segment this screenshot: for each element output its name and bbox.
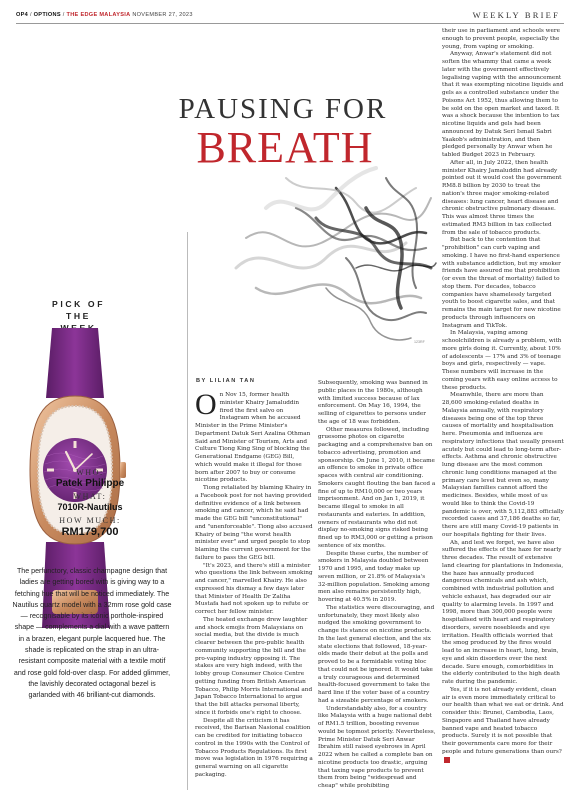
- column-divider: [187, 232, 188, 790]
- page-folio: OP4 / OPTIONS / THE EDGE MALAYSIA NOVEMBER 27, 2023: [16, 12, 193, 18]
- what-value: 7010R-Nautilus: [57, 502, 123, 512]
- paragraph: The heated exchange drew laughter and shock emojis from Malaysians on social media, but the divide is much clearer between the pro-public health community supporting the bill and the pro-vaping industry opposing it. The stakes are very high indeed, with the lobby group Consumer Choice Centre getting funding from British American Tobacco, Philip Morris International and Japan Tobacco International to argue that the bill attacks personal liberty, since it forbids one's right to choose.: [195, 616, 313, 716]
- paragraph: Subsequently, smoking was banned in public places in the 1980s, although with limited success because of lax enforcement. On May 16, 1994, the selling of cigarettes to persons under the age of 18 was forbidden.: [318, 380, 428, 425]
- paragraph: Anyway, Anwar's statement did not soften the whammy that came a week later with the government effectively legalising vaping with the announcement that it was exempting nicotine liquids and gels as a controlled substance under the Poisons Act 1952, thus allowing them to be sold on the open market and taxed. It was a shock because the intention to tax nicotine liquids and gels had been announced by Datuk Seri Ismail Sabri Yaakob's administration, and then pledged personally by Anwar when he tabled Budget 2023 in February.: [442, 51, 564, 158]
- end-mark-icon: [444, 757, 450, 763]
- pick-line-2: THE: [66, 311, 92, 321]
- article-title-line-1: PAUSING FOR: [178, 93, 388, 125]
- paragraph: The statistics were discouraging, and unfortunately, they most likely also nudged the smoking government to change its stance on nicotine products. In the last general election, and the six state elections that followed, 18-year-olds made their debut at the polls and proved to be a formidable voting bloc that could not be ignored. It would take a truly courageous and determined health-focused government to take the hard line if the voter base of a country had a sizeable percentage of smokers.: [318, 604, 435, 704]
- article-column-3: [442, 28, 564, 765]
- article-column-1: [195, 388, 313, 780]
- paragraph: But back to the contention that "prohibition" can curb vaping and smoking. I have no first-hand experience with substance addiction, but my smoker friends have assured me that prohibition (or even the threat of mortality) failed to stop them. For decades, tobacco companies have shamelessly targeted youth to boost cigarette sales, and that remains the main target for new nicotine products through influencers on Instagram and TikTok.: [442, 237, 561, 329]
- paragraph: Meanwhile, there are more than 28,600 smoking-related deaths in Malaysia annually, with respiratory diseases being one of the top three causes of mortality and hospitalisation here. Pneumonia and influenza are respiratory infections that usually present acutely but could lead to long-term after-effects. Asthma and chronic obstructive lung disease are the most common chronic lung conditions managed at the primary care level but even so, many Malaysian families cannot afford the medicines. Besides, while most of us would like to think the Covid-19 pandemic is over, with 5,112,883 officially recorded cases and 37,186 deaths so far, there are still many Covid-19 patients in our hospitals fighting for their lives.: [442, 392, 564, 538]
- final-paragraph: [442, 687, 564, 765]
- paragraph: After all, in July 2022, then health minister Khairy Jamaluddin had already pointed out it would cost the government RM8.8 billion by 2030 to treat the nation's three major smoking-related diseases: lung cancer, heart disease and chronic obstructive pulmonary disease. This was almost three times the estimated RM3 billion in tax collected from the sale of tobacco products.: [442, 159, 562, 236]
- pick-line-1: PICK OF: [52, 299, 106, 309]
- smoke-wisps: [236, 168, 436, 340]
- byline: BY LILIAN TAN: [196, 378, 256, 384]
- final-paragraph-text: Yes, if it is not already evident, clean air is even more immediately critical to our health than what we eat or drink. And consider this: Brunei, Cambodia, Laos, Singapore and Thailand have already banned vape and heated tobacco products. Surely it is not possible that their governments care more for their people and future generations than ours?: [442, 686, 564, 755]
- header-rule: [16, 23, 564, 24]
- who-value: Patek Philippe: [55, 478, 125, 489]
- paragraph: Despite these curbs, the number of smokers in Malaysia doubled between 1970 and 1995, and today make up seven million, or 21.8% of Malaysia's 32-million population. Smoking among men also remains persistently high, hovering at 40.5% in 2019.: [318, 550, 430, 603]
- section-name: OPTIONS: [33, 12, 61, 18]
- column-title: WEEKLY BRIEF: [472, 10, 560, 20]
- how-much-label: HOW MUCH:: [59, 516, 121, 525]
- upper-strap: [46, 328, 104, 398]
- publication-name: THE EDGE MALAYSIA: [66, 12, 131, 18]
- page-number: OP4: [16, 12, 29, 18]
- lead-paragraph: [195, 388, 313, 485]
- photo-credit: 123RF: [414, 340, 425, 344]
- issue-date: NOVEMBER 27, 2023: [132, 12, 193, 18]
- paragraph: "It's 2023, and there's still a minister who questions the link between smoking and cancer," marvelled Khairy. He also expressed his dismay a few days later that Minister of Health Dr Zaliha Mustafa had not spoken up to refute or correct her fellow minister.: [195, 562, 313, 615]
- paragraph: their use in parliament and schools were enough to prevent people, especially the young, from vaping or smoking.: [442, 28, 560, 50]
- paragraph: Understandably also, for a country like Malaysia with a huge national debt of RM1.5 trillion, boosting revenue would be topmost priority. Nevertheless, Prime Minister Datuk Seri Anwar Ibrahim still raised eyebrows in April 2022 when he called a complete ban on nicotine products too drastic, arguing that taxing vape products to prevent them from being "widespread and cheap" while prohibiting: [318, 705, 436, 789]
- paragraph: Ah, and lest we forget, we have also suffered the effects of the haze for nearly three decades. The result of extensive land clearing for plantations in Indonesia, the haze has annually produced dangerous chemicals and ash which, combined with industrial pollution and vehicle exhaust, has degraded our air quality to alarming levels. In 1997 and 1998, more than 300,000 people were hospitalised with heart and respiratory disorders, severe nosebleeds and eye irritation. Health officials worried that the smog produced by the fires would lead to an increase in heart, lung, brain, eye and skin disorders over the next decade. Sure enough, comorbidities in the elderly contributed to the high death rate during the pandemic.: [442, 539, 564, 685]
- article-title-line-2: BREATH: [196, 123, 374, 172]
- what-label: WHAT:: [73, 492, 107, 501]
- page-header: [16, 10, 564, 22]
- how-much-value: RM179,700: [61, 526, 119, 538]
- smoke-illustration: [226, 148, 438, 350]
- article-column-2: [318, 380, 436, 791]
- paragraph: Other measures followed, including gruesome photos on cigarette packaging and a comprehensive ban on tobacco advertising, promotion and sponsorship. On June 1, 2010, it became an offence to smoke in private office spaces with central air conditioning. Smokers caught flouting the ban faced a fine of up to RM10,000 or two years imprisonment. And on Jan 1, 2019, it became illegal to smoke in all restaurants and eateries. In addition, owners of restaurants who did not display no-smoking signs risked being fined up to RM3,000 or getting a prison sentence of six months.: [318, 426, 436, 549]
- paragraph: In Malaysia, vaping among schoolchildren is already a problem, with more girls doing it. Currently, about 10% of adolescents — 17% and 3% of teenage boys and girls, respectively — vape. These numbers will increase in the coming years with easy online access to these products.: [442, 330, 562, 391]
- drop-cap: O: [195, 388, 217, 421]
- paragraph: Tiong retaliated by blaming Khairy in a Facebook post for not having provided definitive evidence of a link between smoking and cancer, which he said had made the GEG bill "unconstitutional" and "unenforceable". Tiong also accused Khairy of being "the worst health minister ever" and urged people to stop blaming the current government for the failure to pass the GEG bill.: [195, 485, 313, 561]
- watch-description: The perfunctory, classic champagne design that ladies are getting bored with is giving way to a fetching hue that will be noticed immediately. The Nautilus quartz model with a 32mm rose gold case — recognisable by its iconic porthole-inspired shape — complements a dial with a wave pattern in a brazen, elegant purple lacquered hue. The shade is replicated on the strap in an ultra-resistant composite material with a textile motif and rose gold fold-over clasp. For added glimmer, the lavishly decorated octagonal bezel is garlanded with 46 brilliant-cut diamonds.: [12, 567, 172, 700]
- who-label: WHO:: [76, 468, 104, 477]
- paragraph: Despite all the criticism it has received, the Barisan Nasional coalition can be credited for initiating tobacco control in the 1990s with the Control of Tobacco Products Regulations. Its first move was legislation in 1976 requiring a general warning on all cigarette packaging.: [195, 717, 313, 778]
- lead-text: n Nov 15, former health minister Khairy Jamaluddin fired the first salvo on Instagram when he accused Minister in the Prime Minister's Department Datuk Seri Azalina Othman Said and Minister of Tourism, Arts and Culture Tiong King Sing of blocking the Generational Endgame (GEG) Bill, which would make it illegal for those born after 2007 to buy or consume nicotine products.: [195, 392, 311, 484]
